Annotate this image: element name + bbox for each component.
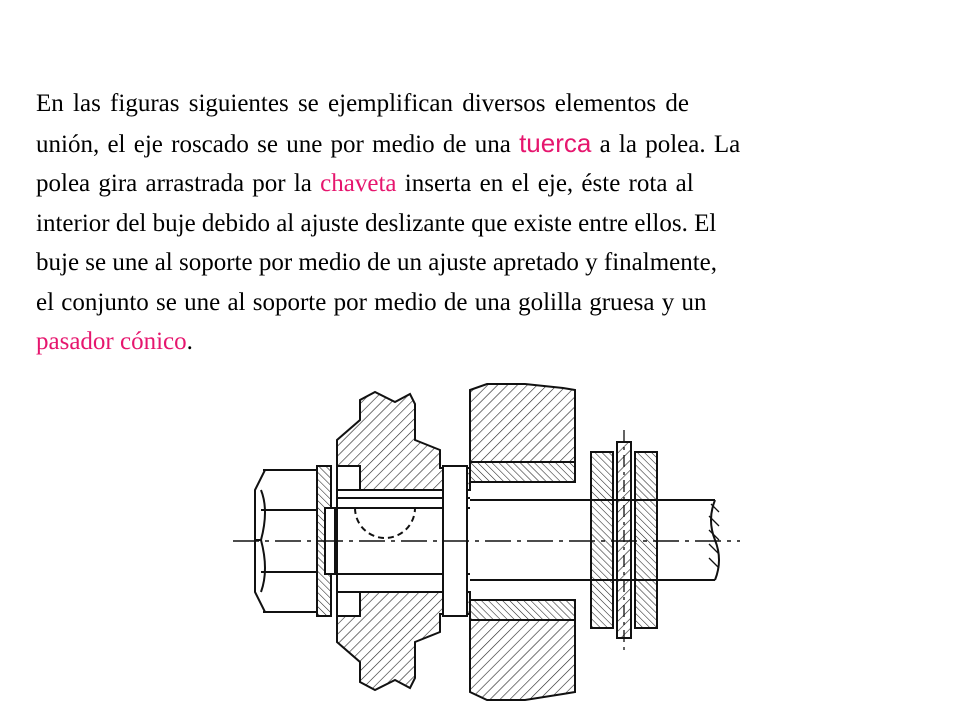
term-tuerca: tuerca — [519, 127, 592, 158]
shaft-assembly-figure — [225, 380, 745, 710]
paragraph-line — [36, 164, 916, 204]
text-span: . — [186, 328, 193, 355]
paragraph-line — [36, 204, 916, 244]
intro-paragraph — [36, 84, 916, 362]
paragraph-line — [36, 84, 916, 124]
text-span: unión, el eje roscado se une por medio de una — [36, 130, 520, 158]
support — [470, 384, 575, 462]
term-chaveta: chaveta — [320, 170, 397, 197]
paragraph-line — [36, 283, 916, 323]
text-span: En las figuras siguientes se ejemplifican diversos elementos de — [36, 90, 689, 117]
text-span: polea gira arrastrada por la — [36, 170, 321, 197]
text-span: buje se une al soporte por medio de un ajuste apretado y finalmente, — [36, 249, 718, 276]
golilla — [591, 452, 613, 628]
text-span: interior del buje debido al ajuste deslizante que existe entre ellos. El — [36, 209, 717, 237]
paragraph-line — [36, 124, 916, 165]
paragraph-line — [36, 322, 916, 362]
text-span: inserta en el eje, éste rota al — [396, 170, 694, 197]
text-span: a la polea. La — [591, 130, 741, 158]
text-span: el conjunto se une al soporte por medio de una golilla gruesa y un — [36, 288, 707, 316]
term-pasador-conico: pasador cónico — [36, 328, 187, 355]
paragraph-line — [36, 243, 916, 283]
shaft-assembly-drawing-icon — [225, 380, 745, 710]
